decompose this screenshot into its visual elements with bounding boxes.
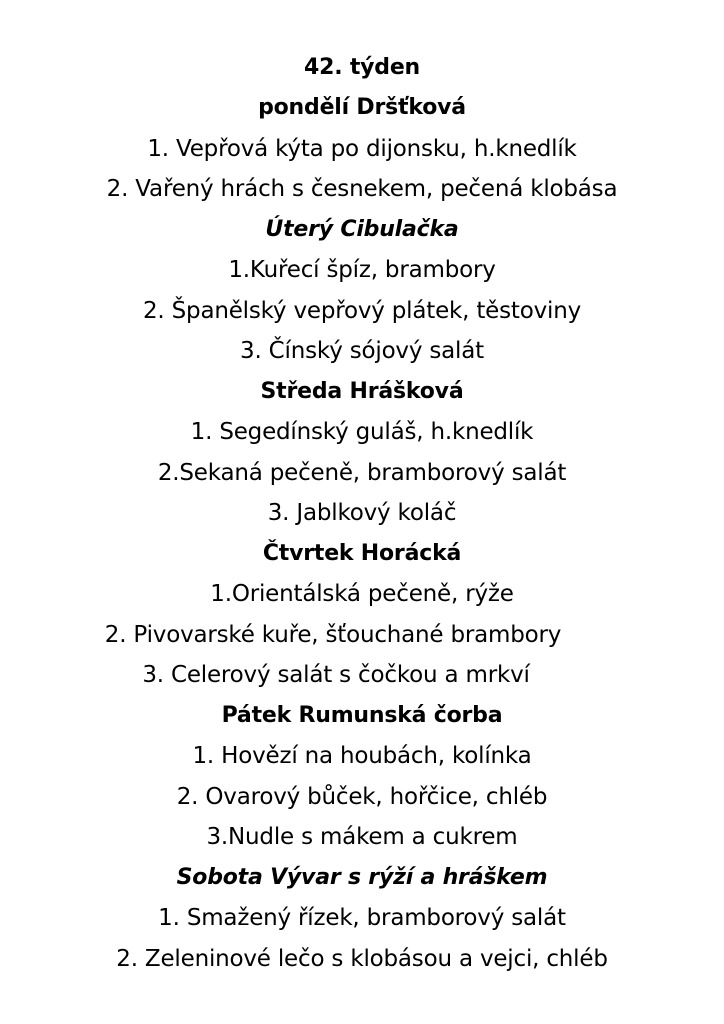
wednesday-item-1: 1. Segedínský guláš, h.knedlík	[190, 419, 534, 445]
tuesday-item-1: 1.Kuřecí špíz, brambory	[228, 257, 496, 283]
wednesday-item-3: 3. Jablkový koláč	[267, 500, 457, 526]
wednesday-heading: Středa Hrášková	[260, 379, 464, 404]
thursday-heading: Čtvrtek Horácká	[262, 541, 462, 566]
friday-heading: Pátek Rumunská čorba	[221, 703, 503, 728]
monday-heading: pondělí Dršťková	[258, 95, 466, 120]
week-title: 42. týden	[303, 55, 421, 80]
monday-item-1: 1. Vepřová kýta po dijonsku, h.knedlík	[147, 136, 577, 162]
saturday-heading: Sobota Vývar s rýží a hráškem	[176, 865, 548, 890]
thursday-item-3: 3. Celerový salát s čočkou a mrkví	[142, 662, 530, 688]
tuesday-item-2: 2. Španělský vepřový plátek, těstoviny	[142, 298, 581, 324]
saturday-item-1: 1. Smažený řízek, bramborový salát	[158, 905, 566, 931]
thursday-item-1: 1.Orientálská pečeně, rýže	[210, 581, 514, 607]
tuesday-item-3: 3. Čínský sójový salát	[240, 338, 484, 364]
wednesday-item-2: 2.Sekaná pečeně, bramborový salát	[157, 460, 567, 486]
saturday-item-2: 2. Zeleninové lečo s klobásou a vejci, chléb	[116, 946, 608, 972]
friday-item-1: 1. Hovězí na houbách, kolínka	[192, 743, 532, 769]
tuesday-heading: Úterý Cibulačka	[265, 217, 459, 242]
friday-item-2: 2. Ovarový bůček, hořčice, chléb	[176, 784, 548, 810]
thursday-item-2: 2. Pivovarské kuře, šťouchané brambory	[104, 622, 562, 648]
monday-item-2: 2. Vařený hrách s česnekem, pečená klobása	[106, 176, 618, 202]
friday-item-3: 3.Nudle s mákem a cukrem	[206, 824, 518, 850]
